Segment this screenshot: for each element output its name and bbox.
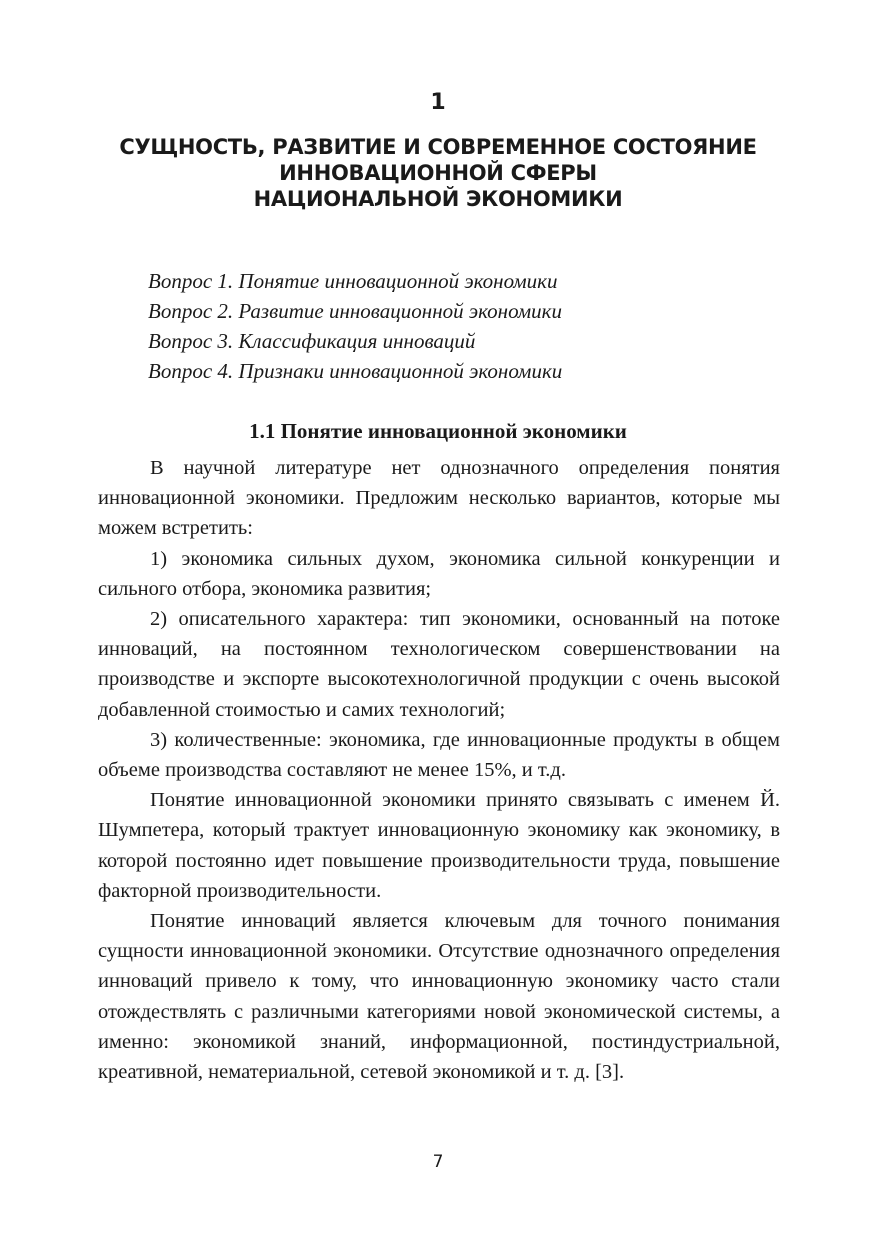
chapter-number: 1 <box>430 90 446 115</box>
paragraph: 3) количественные: экономика, где инновационные продукты в общем объеме производства составляют не менее 15%, и т.д. <box>98 728 780 782</box>
paragraph: В научной литературе нет однозначного определения понятия инновационной экономики. Предложим несколько вариантов, которые мы можем встретить: <box>98 457 780 540</box>
chapter-title-line: ИННОВАЦИОННОЙ СФЕРЫ <box>279 161 597 185</box>
page-number: 7 <box>432 1152 444 1172</box>
section-heading: 1.1 Понятие инновационной экономики <box>249 419 627 443</box>
chapter-title-line: НАЦИОНАЛЬНОЙ ЭКОНОМИКИ <box>253 187 623 211</box>
chapter-title-line: СУЩНОСТЬ, РАЗВИТИЕ И СОВРЕМЕННОЕ СОСТОЯНИЕ <box>119 135 757 159</box>
chapter-title <box>100 134 776 212</box>
paragraph: Понятие инноваций является ключевым для точного понимания сущности инновационной экономики. Отсутствие однозначного определения инноваций привело к тому, что инновационную экономику часто стали отождествлять с различными категориями новой экономической системы, а именно: экономикой знаний, информационной, постиндустриальной, креативной, нематериальной, сетевой экономикой и т. д. [3]. <box>98 910 780 1084</box>
question-item: Вопрос 2. Развитие инновационной экономики <box>148 299 562 323</box>
question-item: Вопрос 1. Понятие инновационной экономики <box>148 269 558 293</box>
section-body <box>98 453 780 1087</box>
question-item: Вопрос 4. Признаки инновационной экономики <box>148 359 563 383</box>
question-list <box>148 266 788 386</box>
paragraph: Понятие инновационной экономики принято связывать с именем Й. Шумпетера, который трактует инновационную экономику как экономику, в которой постоянно идет повышение производительности труда, повышение факторной производительности. <box>98 789 780 902</box>
paragraph: 2) описательного характера: тип экономики, основанный на потоке инноваций, на постоянном технологическом совершенствовании на производстве и экспорте высокотехнологичной продукции с очень высокой добавленной стоимостью и самих технологий; <box>98 608 780 721</box>
paragraph: 1) экономика сильных духом, экономика сильной конкуренции и сильного отбора, экономика развития; <box>98 547 780 600</box>
question-item: Вопрос 3. Классификация инноваций <box>148 329 476 353</box>
